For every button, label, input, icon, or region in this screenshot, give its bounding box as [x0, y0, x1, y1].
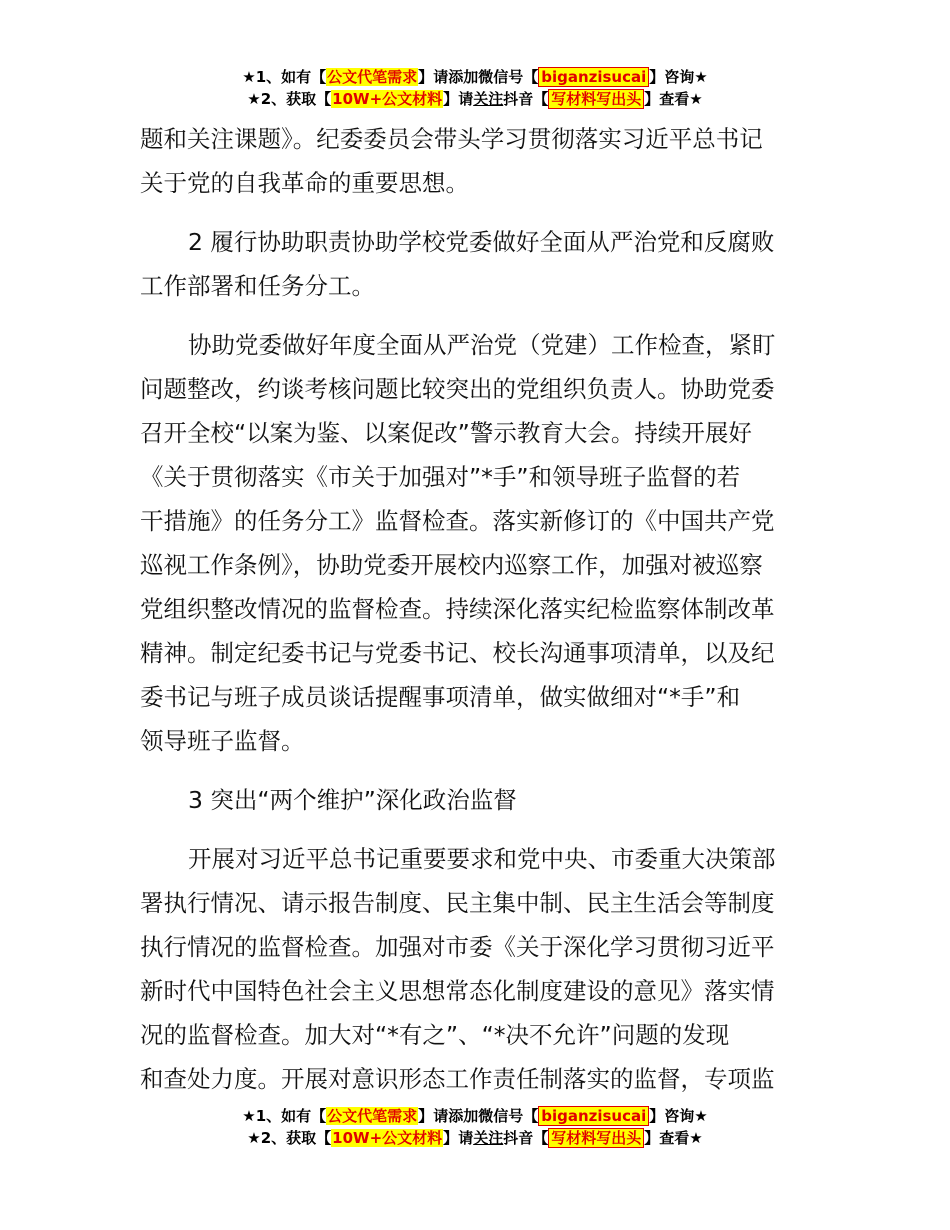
bracket-close: 】 [443, 90, 459, 108]
banner-line2-prefix: ★2、获取 [247, 1129, 317, 1147]
text-line: 《关于贯彻落实《市关于加强对”*手”和领导班子监督的若 [140, 463, 741, 491]
douyin-account-highlight: 写材料写出头 [548, 89, 644, 109]
text-line: 况的监督检查。加大对“*有之”、“*决不允许”问题的发现 [140, 1021, 730, 1049]
text-line: 召开全校“以案为鉴、以案促改”警示教育大会。持续开展好 [140, 419, 752, 447]
text-line: 工作部署和任务分工。 [140, 272, 375, 300]
bracket-close: 】 [443, 1129, 459, 1147]
text-line: 3 突出“两个维护”深化政治监督 [188, 786, 517, 814]
banner-line2-middle-b: 抖音 [503, 1129, 534, 1147]
text-line: 协助党委做好年度全面从严治党（党建）工作检查，紧盯 [188, 331, 776, 359]
wechat-id-highlight: biganzisucai [538, 1106, 649, 1126]
bracket-close: 】 [649, 68, 665, 86]
bracket-close: 】 [418, 68, 434, 86]
bracket-open: 【 [523, 1107, 539, 1125]
ghostwriting-highlight: 公文代笔需求 [327, 1107, 418, 1125]
bracket-open: 【 [316, 1129, 332, 1147]
text-line: 干措施》的任务分工》监督检查。落实新修订的《中国共产党 [140, 507, 775, 535]
text-line: 题和关注课题》。纪委委员会带头学习贯彻落实习近平总书记 [140, 125, 763, 153]
bracket-open: 【 [533, 1129, 549, 1147]
bracket-close: 】 [644, 1129, 660, 1147]
follow-underlined: 关注 [473, 90, 504, 108]
bracket-open: 【 [316, 90, 332, 108]
text-line: 开展对习近平总书记重要要求和党中央、市委重大决策部 [188, 845, 776, 873]
banner-line2-prefix: ★2、获取 [247, 90, 317, 108]
bracket-open: 【 [523, 68, 539, 86]
banner-line-2 [0, 1127, 950, 1149]
banner-line2-middle-a: 请 [458, 1129, 474, 1147]
text-line: 精神。制定纪委书记与党委书记、校长沟通事项清单，以及纪 [140, 639, 775, 667]
banner-line-1 [0, 66, 950, 88]
paragraph [140, 117, 812, 205]
bracket-open: 【 [311, 1107, 327, 1125]
text-line: 巡视工作条例》，协助党委开展校内巡察工作，加强对被巡察 [140, 551, 763, 579]
banner-line2-middle-a: 请 [458, 90, 474, 108]
banner-line2-middle-b: 抖音 [503, 90, 534, 108]
document-body [140, 117, 812, 1116]
bracket-open: 【 [311, 68, 327, 86]
banner-line1-middle: 请添加微信号 [433, 68, 524, 86]
text-line: 关于党的自我革命的重要思想。 [140, 169, 469, 197]
header-banner [0, 66, 950, 110]
paragraph [140, 837, 812, 1101]
materials-highlight: 10W+公文材料 [332, 90, 443, 108]
banner-line-2 [0, 88, 950, 110]
text-line: 和查处力度。开展对意识形态工作责任制落实的监督，专项监 [140, 1065, 775, 1093]
text-line: 委书记与班子成员谈话提醒事项清单，做实做细对“*手”和 [140, 683, 741, 711]
paragraph [140, 323, 812, 763]
banner-line1-prefix: ★1、如有 [242, 1107, 312, 1125]
materials-highlight: 10W+公文材料 [332, 1129, 443, 1147]
wechat-id-highlight: biganzisucai [538, 67, 649, 87]
text-line: 2 履行协助职责协助学校党委做好全面从严治党和反腐败 [188, 228, 775, 256]
banner-line1-suffix: 咨询★ [664, 68, 708, 86]
banner-line1-middle: 请添加微信号 [433, 1107, 524, 1125]
banner-line1-prefix: ★1、如有 [242, 68, 312, 86]
text-line: 问题整改，约谈考核问题比较突出的党组织负责人。协助党委 [140, 375, 775, 403]
banner-line-1 [0, 1105, 950, 1127]
text-line: 领导班子监督。 [140, 727, 305, 755]
bracket-close: 】 [418, 1107, 434, 1125]
bracket-open: 【 [533, 90, 549, 108]
follow-underlined: 关注 [473, 1129, 504, 1147]
banner-line2-suffix: 查看★ [659, 90, 703, 108]
section-heading-2 [140, 220, 812, 308]
text-line: 党组织整改情况的监督检查。持续深化落实纪检监察体制改革 [140, 595, 775, 623]
text-line: 执行情况的监督检查。加强对市委《关于深化学习贯彻习近平 [140, 933, 775, 961]
bracket-close: 】 [649, 1107, 665, 1125]
banner-line2-suffix: 查看★ [659, 1129, 703, 1147]
douyin-account-highlight: 写材料写出头 [548, 1128, 644, 1148]
bracket-close: 】 [644, 90, 660, 108]
footer-banner [0, 1105, 950, 1149]
banner-line1-suffix: 咨询★ [664, 1107, 708, 1125]
text-line: 署执行情况、请示报告制度、民主集中制、民主生活会等制度 [140, 889, 775, 917]
ghostwriting-highlight: 公文代笔需求 [327, 68, 418, 86]
section-heading-3 [140, 778, 812, 822]
text-line: 新时代中国特色社会主义思想常态化制度建设的意见》落实情 [140, 977, 775, 1005]
